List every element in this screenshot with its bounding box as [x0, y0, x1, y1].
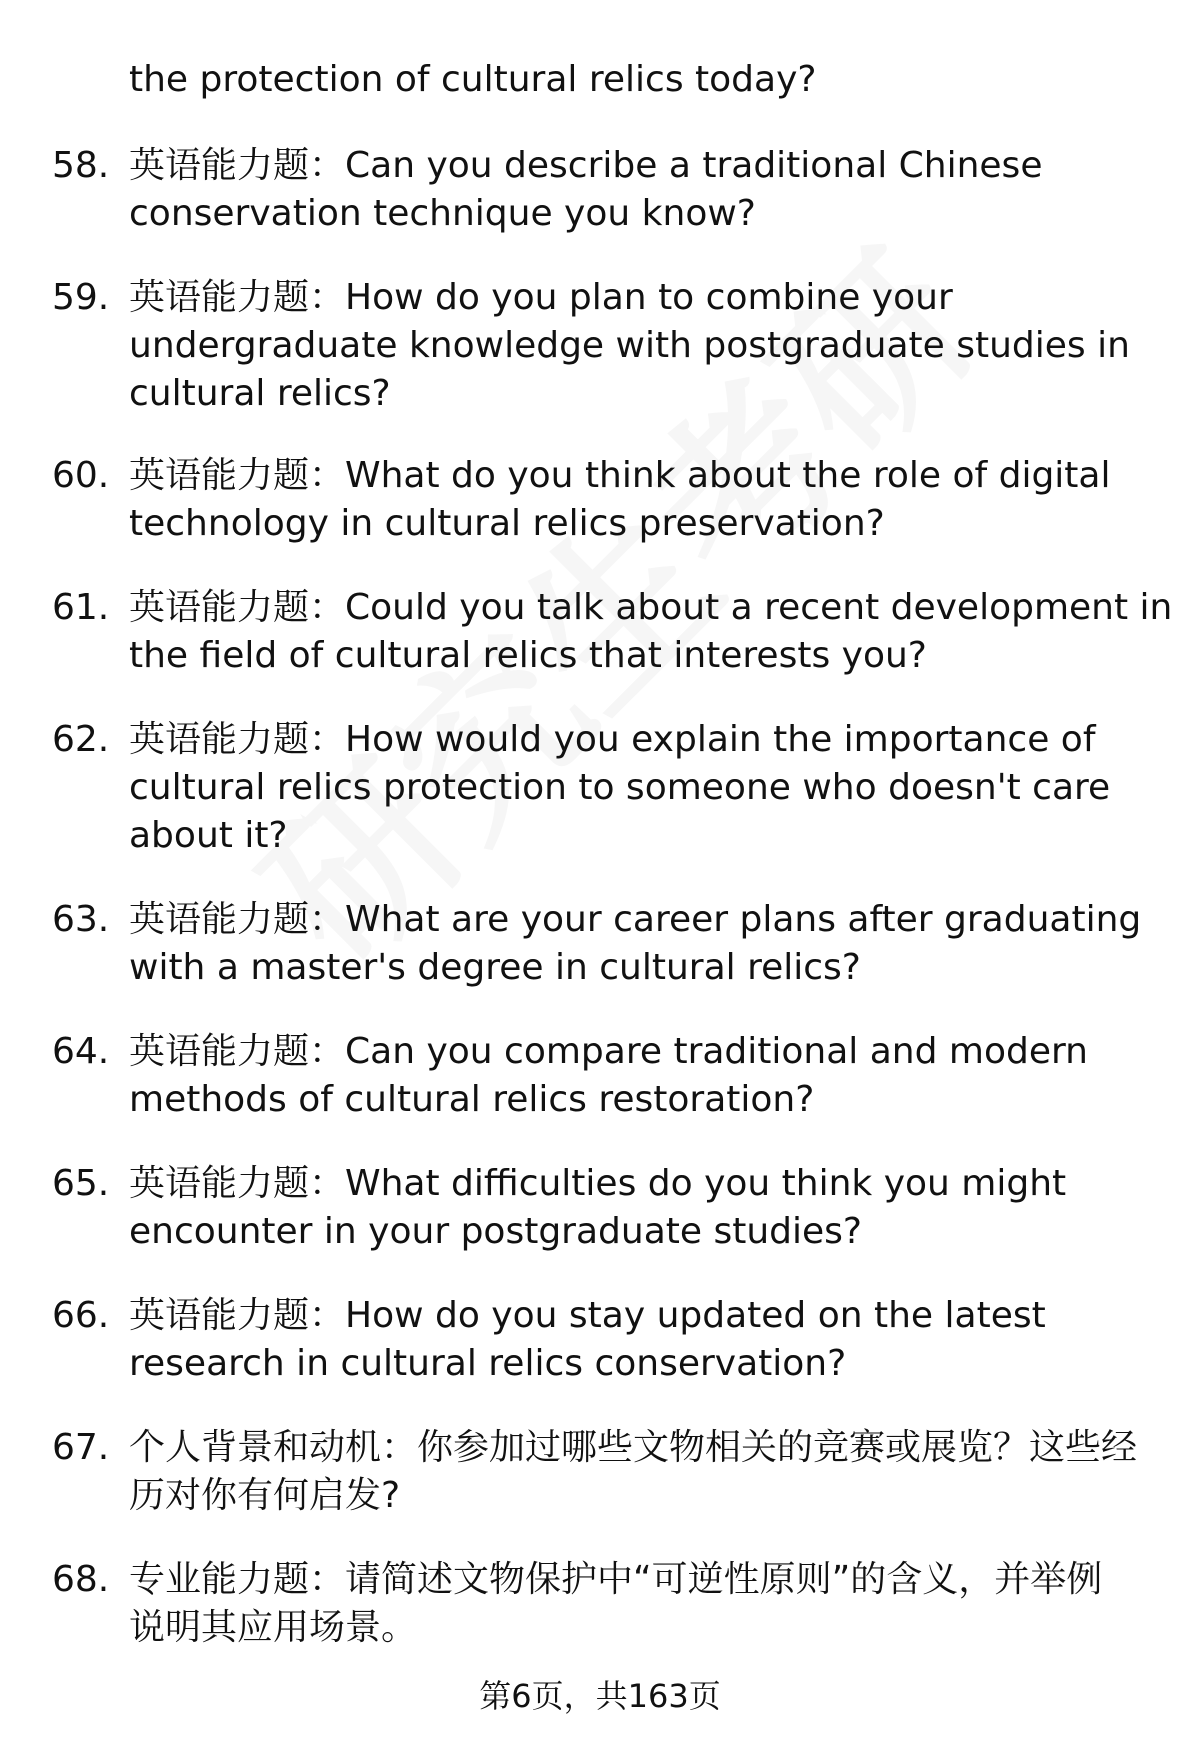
question-text — [129, 274, 1139, 418]
question-text — [129, 1292, 1139, 1388]
question-text-line: 英语能力题：How do you stay updated on the latest — [129, 1295, 1046, 1336]
question-text-line: 英语能力题：How do you plan to combine your — [129, 277, 953, 318]
question-text — [129, 1556, 1139, 1652]
question-text — [129, 1424, 1139, 1520]
question-text-line: 英语能力题：What difficulties do you think you might — [129, 1163, 1067, 1204]
question-text-line: encounter in your postgraduate studies? — [129, 1211, 863, 1252]
question-text-line: 英语能力题：Can you compare traditional and modern — [129, 1031, 1088, 1072]
question-text — [129, 584, 1173, 680]
question-number: 64. — [52, 1031, 110, 1072]
question-text-line: 英语能力题：Can you describe a traditional Chinese — [129, 145, 1043, 186]
question-number: 61. — [52, 587, 110, 628]
question-text-line: methods of cultural relics restoration? — [129, 1079, 815, 1120]
question-text-line: undergraduate knowledge with postgraduate studies in — [129, 325, 1130, 366]
question-text-line: the field of cultural relics that interests you? — [129, 635, 927, 676]
question-text-line: 专业能力题：请简述文物保护中“可逆性原则”的含义，并举例 — [129, 1559, 1103, 1600]
question-number: 62. — [52, 719, 110, 760]
question-text-line: about it? — [129, 815, 288, 856]
question-text-line: cultural relics protection to someone who doesn't care — [129, 767, 1111, 808]
question-number: 63. — [52, 899, 110, 940]
continued-question-line: the protection of cultural relics today? — [129, 59, 817, 100]
question-text — [129, 142, 1139, 238]
question-number: 66. — [52, 1295, 110, 1336]
question-text-line: research in cultural relics conservation? — [129, 1343, 847, 1384]
question-text-line: 英语能力题：How would you explain the importance of — [129, 719, 1096, 760]
question-text — [129, 716, 1139, 860]
question-text — [129, 452, 1139, 548]
question-number: 58. — [52, 145, 110, 186]
question-number: 65. — [52, 1163, 110, 1204]
question-text-line: with a master's degree in cultural relics? — [129, 947, 861, 988]
question-text-line: 英语能力题：What are your career plans after graduating — [129, 899, 1142, 940]
question-number: 59. — [52, 277, 110, 318]
question-text-line: technology in cultural relics preservation? — [129, 503, 885, 544]
question-number: 67. — [52, 1427, 110, 1468]
question-number: 60. — [52, 455, 110, 496]
question-text — [129, 1028, 1139, 1124]
question-text-line: 英语能力题：Could you talk about a recent development in — [129, 587, 1173, 628]
page-footer: 第6页，共163页 — [479, 1677, 721, 1715]
question-text-line: 个人背景和动机：你参加过哪些文物相关的竞赛或展览？这些经 — [129, 1427, 1138, 1468]
question-text-line: conservation technique you know? — [129, 193, 756, 234]
question-text-line: 历对你有何启发? — [129, 1475, 401, 1516]
question-text-line: 英语能力题：What do you think about the role of digital — [129, 455, 1111, 496]
question-text-line: 说明其应用场景。 — [129, 1607, 418, 1648]
question-text-line: cultural relics? — [129, 373, 391, 414]
question-text — [129, 896, 1142, 992]
question-text — [129, 1160, 1139, 1256]
question-number: 68. — [52, 1559, 110, 1600]
